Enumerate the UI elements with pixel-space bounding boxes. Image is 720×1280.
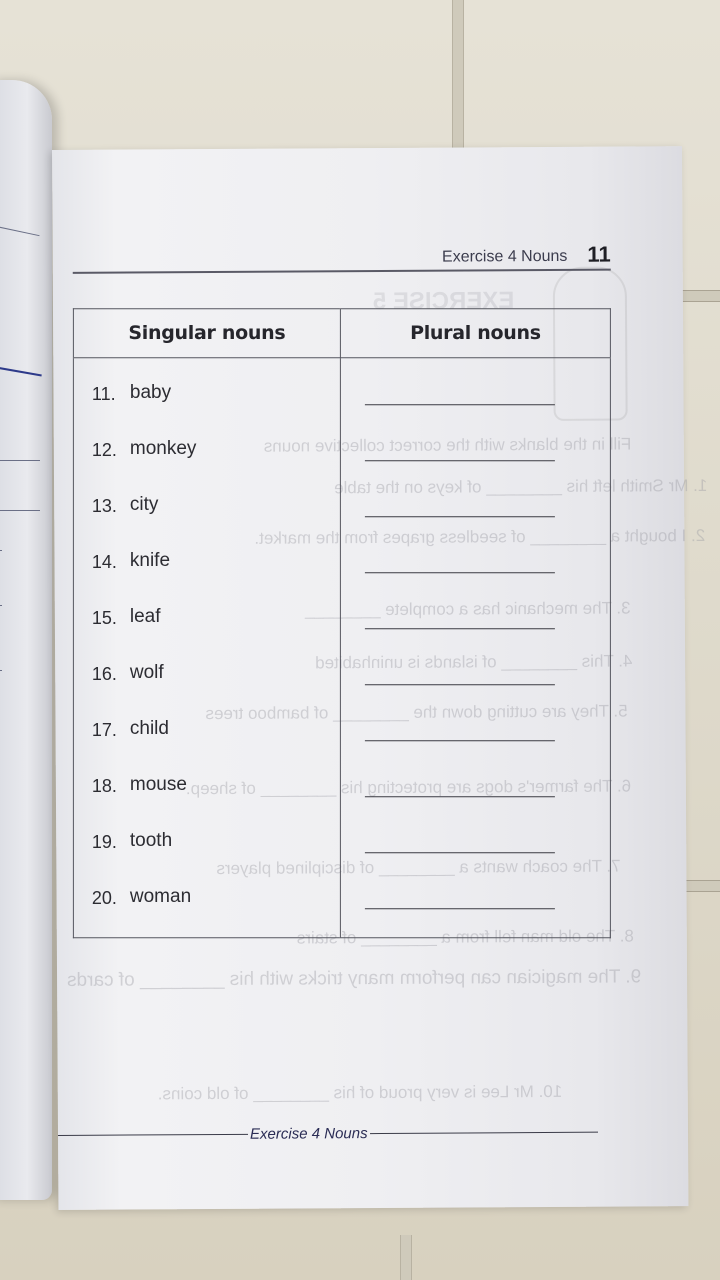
left-page-rule (0, 605, 2, 606)
page-number: 11 (587, 241, 611, 267)
list-item (74, 760, 340, 816)
footer-rule-left (58, 1133, 248, 1135)
list-item (74, 536, 340, 592)
column-header-plural: Plural nouns (340, 309, 610, 358)
item-number: 11. (91, 384, 116, 405)
list-item (74, 704, 340, 760)
bleed-through-line: 6. The farmer's dogs are protecting his ________ of sheep. (185, 776, 632, 799)
singular-noun: mouse (129, 774, 187, 796)
list-item (74, 648, 340, 704)
list-item (74, 872, 340, 928)
bleed-through-line: Fill in the blanks with the correct collective nouns (263, 434, 632, 456)
page-footer (58, 1122, 598, 1145)
plural-answer-blank[interactable] (365, 740, 555, 741)
list-item (74, 592, 340, 648)
item-number: 15. (91, 608, 117, 629)
item-number: 20. (91, 888, 117, 909)
plural-answer-blank[interactable] (365, 460, 555, 461)
bleed-through-heading: EXERCISE 5 (372, 287, 515, 316)
left-page-rule (0, 670, 2, 671)
plural-answer-blank[interactable] (365, 404, 555, 405)
left-page-rule (0, 510, 40, 511)
footer-title: Exercise 4 Nouns (249, 1124, 368, 1143)
list-item (74, 424, 340, 480)
page-header (73, 239, 611, 274)
bleed-through-line: 9. The magician can perform many tricks with his ________ of cards (67, 966, 642, 991)
plural-answer-blank[interactable] (365, 684, 555, 685)
left-page-rule (0, 366, 42, 377)
bleed-through-line: 8. The old man fell from a ________ of stairs (296, 926, 634, 948)
left-facing-page (0, 80, 52, 1200)
singular-column (73, 358, 340, 938)
bleed-through-line: 7. The coach wants a ________ of disciplined players (216, 856, 621, 879)
item-number: 14. (91, 552, 117, 573)
tile-grout (452, 0, 464, 150)
singular-noun: city (129, 494, 159, 516)
tile-grout (400, 1235, 412, 1280)
singular-noun: knife (129, 550, 171, 572)
item-number: 17. (91, 720, 117, 741)
list-item (74, 816, 340, 872)
table-header-row (73, 309, 610, 358)
singular-noun: child (129, 718, 169, 740)
plural-answer-blank[interactable] (365, 908, 555, 909)
plural-answer-blank[interactable] (365, 852, 555, 853)
left-page-rule (0, 550, 2, 551)
bleed-through-line: 3. The mechanic has a complete ________ (304, 598, 631, 620)
footer-rule-right (370, 1131, 598, 1133)
item-number: 16. (91, 664, 117, 685)
header-title: Exercise 4 Nouns (441, 247, 568, 266)
plural-column (340, 358, 610, 938)
left-page-rule (0, 225, 40, 236)
singular-noun: woman (129, 886, 192, 908)
bleed-through-line: 1. Mr Smith left his ________ of keys on the table (334, 476, 708, 498)
plural-answer-blank[interactable] (365, 796, 555, 797)
tile-grout (680, 290, 720, 302)
list-item (74, 480, 340, 536)
bleed-through-line: 2. I bought a ________ of seedless grapes from the market. (254, 526, 706, 548)
workbook-page (52, 146, 708, 1210)
bleed-through-line: 4. This ________ of islands is uninhabited (315, 651, 633, 673)
column-header-singular: Singular nouns (73, 309, 340, 358)
table-body-row (73, 358, 610, 938)
item-number: 18. (91, 776, 117, 797)
singular-noun: tooth (129, 830, 173, 852)
plural-answer-blank[interactable] (365, 628, 555, 629)
list-item (74, 368, 340, 424)
item-number: 12. (91, 440, 117, 461)
singular-noun: leaf (129, 606, 161, 628)
noun-table (73, 308, 611, 938)
left-page-rule (0, 460, 40, 461)
item-number: 13. (91, 496, 117, 517)
singular-noun: baby (129, 382, 172, 404)
bleed-through-line: 5. They are cutting down the ________ of bamboo trees (205, 701, 628, 724)
item-number: 19. (91, 832, 117, 853)
plural-answer-blank[interactable] (365, 572, 555, 573)
singular-noun: wolf (129, 662, 164, 684)
bleed-through-line: 10. Mr Lee is very proud of his ________ of old coins. (157, 1081, 563, 1104)
plural-answer-blank[interactable] (365, 516, 555, 517)
singular-noun: monkey (129, 438, 197, 460)
